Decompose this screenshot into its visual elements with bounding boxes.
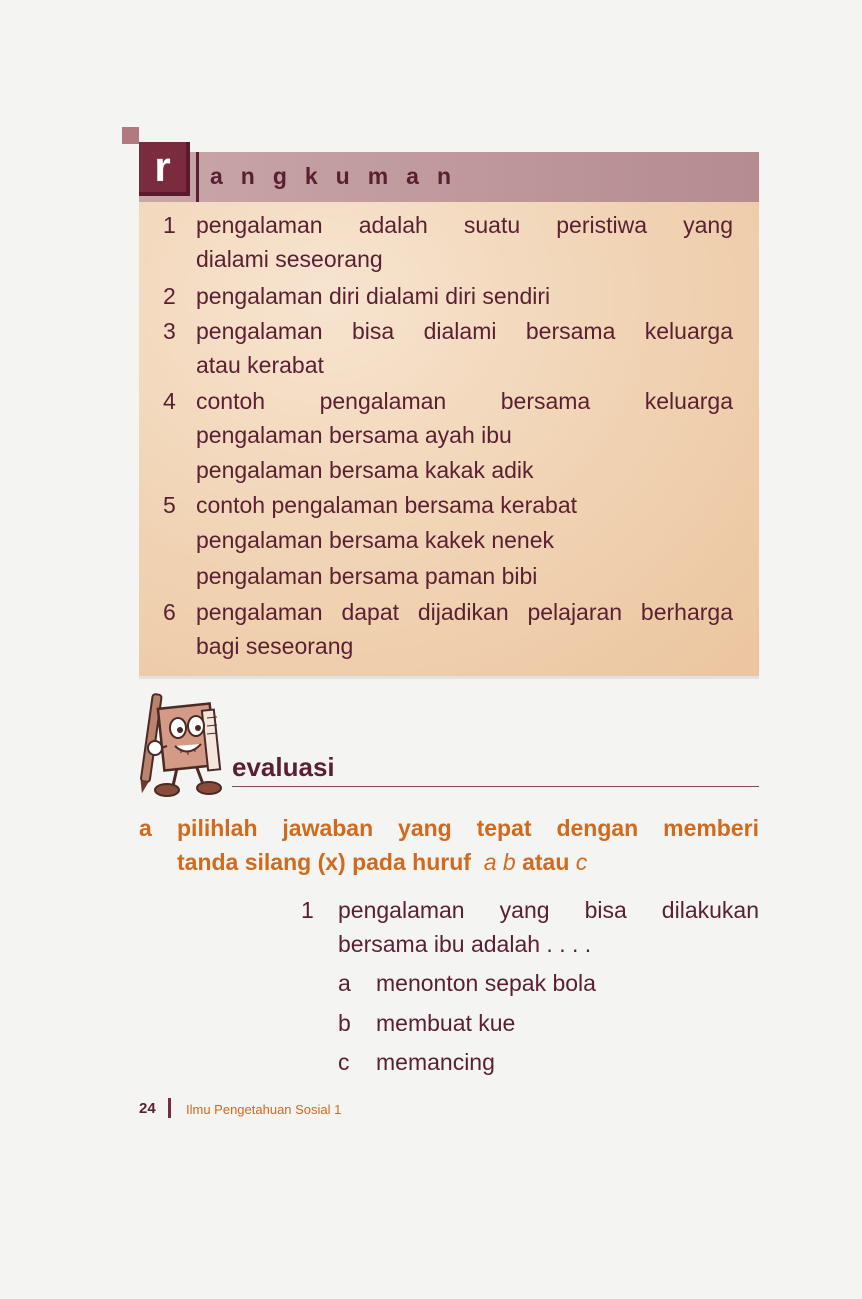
rangkuman-title: angkuman — [210, 163, 470, 189]
item-line: pengalaman bersama ayah ibu — [196, 422, 512, 448]
item-line: pengalaman bisa dialami bersama keluarga — [196, 318, 733, 344]
option-c-text: memancing — [376, 1049, 495, 1075]
instruction-choices: a b — [483, 849, 516, 875]
rangkuman-summary-box — [139, 202, 759, 679]
book-title: Ilmu Pengetahuan Sosial 1 — [186, 1102, 342, 1117]
item-line: dialami seseorang — [196, 246, 383, 272]
instruction-line-1: pilihlah jawaban yang tepat dengan memberi — [177, 815, 759, 841]
item-number: 2 — [163, 283, 176, 309]
header-divider — [196, 152, 199, 202]
question-line-2: bersama ibu adalah . . . . — [338, 931, 592, 957]
item-line: pengalaman adalah suatu peristiwa yang — [196, 212, 733, 238]
item-line: contoh pengalaman bersama kerabat — [196, 492, 578, 518]
instruction-choice-c: c — [575, 849, 588, 875]
book-mascot-icon — [133, 686, 233, 801]
section-letter: a — [139, 815, 152, 841]
option-a-letter: a — [338, 970, 351, 996]
item-number: 4 — [163, 388, 176, 414]
question-number: 1 — [301, 897, 314, 923]
option-c-letter: c — [338, 1049, 350, 1075]
page-number: 24 — [139, 1100, 156, 1117]
instruction-atau: atau — [522, 849, 570, 875]
item-line: contoh pengalaman bersama keluarga — [196, 388, 733, 414]
question-line-1: pengalaman yang bisa dilakukan — [338, 897, 759, 923]
item-line: pengalaman bersama kakek nenek — [196, 527, 555, 553]
evaluasi-underline — [232, 786, 759, 787]
item-line: bagi seseorang — [196, 633, 354, 659]
decor-square — [122, 127, 139, 144]
footer-divider — [168, 1098, 171, 1118]
item-number: 1 — [163, 212, 176, 238]
evaluasi-title: evaluasi — [232, 752, 335, 782]
item-line: pengalaman bersama kakak adik — [196, 457, 534, 483]
item-number: 5 — [163, 492, 176, 518]
option-b-text: membuat kue — [376, 1010, 516, 1036]
item-line: pengalaman diri dialami diri sendiri — [196, 283, 551, 309]
rangkuman-initial: r — [139, 142, 190, 196]
item-line: pengalaman dapat dijadikan pelajaran berharga — [196, 599, 733, 625]
item-number: 6 — [163, 599, 176, 625]
instruction-line-2 — [177, 845, 587, 879]
instruction-text: tanda silang (x) pada huruf — [177, 849, 471, 875]
item-number: 3 — [163, 318, 176, 344]
option-b-letter: b — [338, 1010, 351, 1036]
item-line: atau kerabat — [196, 352, 324, 378]
option-a-text: menonton sepak bola — [376, 970, 596, 996]
item-line: pengalaman bersama paman bibi — [196, 563, 538, 589]
